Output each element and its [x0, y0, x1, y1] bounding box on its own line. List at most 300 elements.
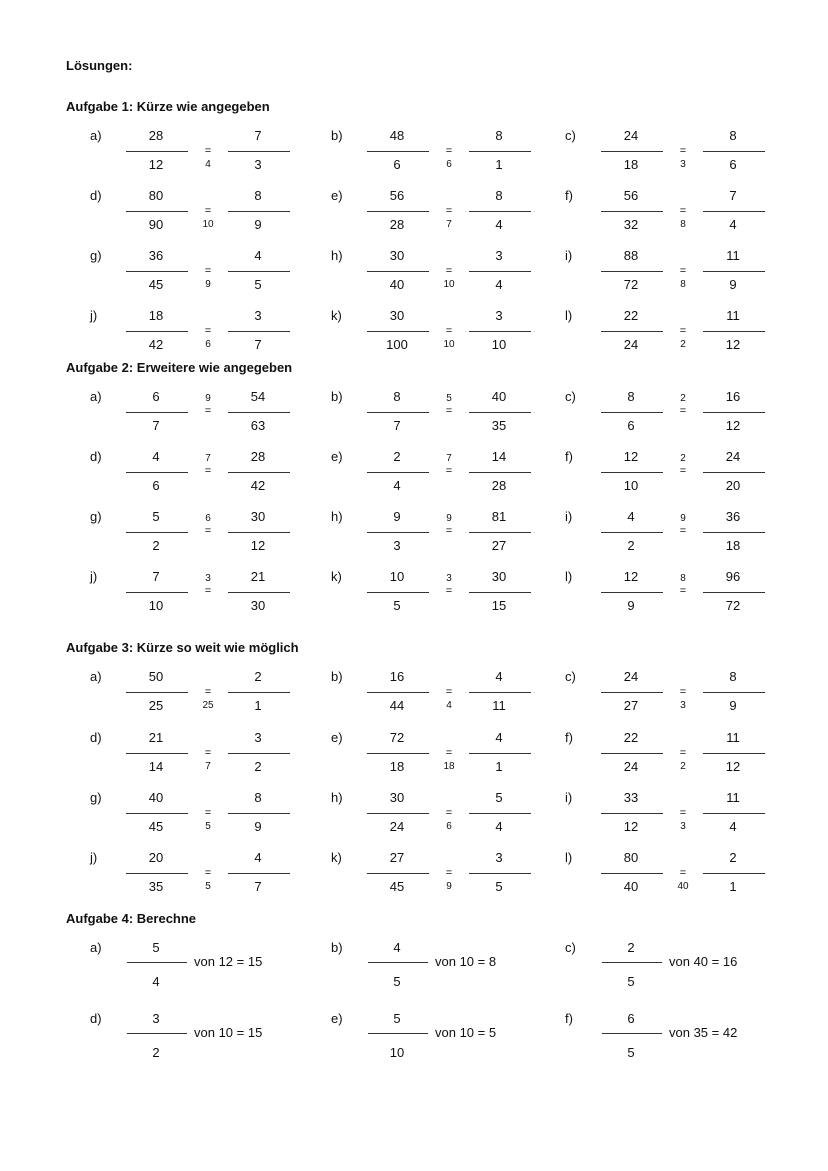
fraction-numerator: 11 — [726, 308, 740, 323]
fraction-numerator: 4 — [254, 248, 262, 263]
fraction-bar — [367, 873, 429, 874]
exercise-label: e) — [331, 449, 343, 464]
fraction-denominator: 12 — [725, 759, 741, 774]
exercise-label: j) — [90, 850, 98, 865]
factor-number: 7 — [205, 453, 211, 464]
fraction-bar — [601, 211, 663, 212]
factor-number: 6 — [205, 339, 211, 350]
fraction-bar — [601, 271, 663, 272]
factor-number: 10 — [202, 219, 214, 230]
fraction-bar — [126, 271, 188, 272]
fraction-numerator: 80 — [148, 188, 164, 203]
exercise-item — [90, 1011, 330, 1060]
fraction-denominator: 35 — [148, 879, 164, 894]
fraction-bar — [469, 873, 531, 874]
exercise-label: g) — [90, 509, 102, 524]
factor-number: 9 — [446, 513, 452, 524]
fraction-denominator: 28 — [389, 217, 405, 232]
exercise-label: c) — [565, 389, 576, 404]
exercise-label: i) — [565, 509, 573, 524]
fraction-denominator: 4 — [152, 974, 160, 989]
fraction-numerator: 88 — [623, 248, 639, 263]
equals-sign: = — [445, 325, 453, 337]
factor-number: 2 — [680, 339, 686, 350]
fraction-numerator: 2 — [254, 669, 262, 684]
fraction-numerator: 21 — [250, 569, 266, 584]
fraction-numerator: 40 — [491, 389, 507, 404]
exercise-item — [331, 389, 571, 433]
fraction-denominator: 5 — [495, 879, 503, 894]
exercise-item — [565, 569, 805, 613]
section-heading: Aufgabe 4: Berechne — [66, 911, 197, 926]
exercise-item — [565, 128, 805, 172]
exercise-item — [565, 730, 805, 774]
equals-sign: = — [445, 265, 453, 277]
fraction-numerator: 4 — [627, 509, 635, 524]
fraction-bar — [228, 873, 290, 874]
exercise-item — [331, 509, 571, 553]
equals-sign: = — [445, 145, 453, 157]
fraction-numerator: 96 — [725, 569, 741, 584]
exercise-item — [90, 188, 330, 232]
fraction-numerator: 6 — [152, 389, 160, 404]
factor-number: 2 — [680, 761, 686, 772]
exercise-label: j) — [90, 569, 98, 584]
fraction-denominator: 35 — [491, 418, 507, 433]
exercise-item — [90, 730, 330, 774]
fraction-denominator: 18 — [725, 538, 741, 553]
fraction-bar — [601, 151, 663, 152]
fraction-denominator: 4 — [729, 819, 737, 834]
fraction-numerator: 10 — [389, 569, 405, 584]
exercise-label: a) — [90, 128, 102, 143]
fraction-bar — [601, 532, 663, 533]
factor-number: 7 — [446, 219, 452, 230]
factor-number: 10 — [443, 279, 455, 290]
exercise-label: k) — [331, 850, 342, 865]
fraction-numerator: 5 — [152, 509, 160, 524]
factor-number: 7 — [205, 761, 211, 772]
factor-number: 8 — [680, 219, 686, 230]
exercise-item — [331, 569, 571, 613]
fraction-bar — [367, 211, 429, 212]
fraction-numerator: 12 — [623, 449, 639, 464]
fraction-denominator: 6 — [152, 478, 160, 493]
section-heading: Aufgabe 2: Erweitere wie angegeben — [66, 360, 293, 375]
fraction-bar — [126, 211, 188, 212]
equals-sign: = — [445, 686, 453, 698]
exercise-item — [565, 248, 805, 292]
fraction-bar — [127, 1033, 187, 1034]
exercise-label: a) — [90, 389, 102, 404]
equals-sign: = — [204, 686, 212, 698]
fraction-numerator: 8 — [495, 128, 503, 143]
fraction-bar — [469, 211, 531, 212]
fraction-numerator: 24 — [725, 449, 741, 464]
fraction-denominator: 4 — [495, 277, 503, 292]
exercise-item — [90, 669, 330, 713]
factor-number: 3 — [680, 700, 686, 711]
fraction-denominator: 1 — [729, 879, 737, 894]
fraction-numerator: 2 — [729, 850, 737, 865]
equals-sign: = — [445, 205, 453, 217]
section-heading: Aufgabe 1: Kürze wie angegeben — [66, 99, 270, 114]
fraction-denominator: 2 — [627, 538, 635, 553]
fraction-denominator: 5 — [627, 974, 635, 989]
fraction-numerator: 50 — [148, 669, 164, 684]
fraction-numerator: 22 — [623, 730, 639, 745]
fraction-numerator: 27 — [389, 850, 405, 865]
factor-number: 25 — [202, 700, 214, 711]
equals-sign: = — [679, 325, 687, 337]
fraction-numerator: 72 — [389, 730, 405, 745]
fraction-denominator: 2 — [152, 538, 160, 553]
exercise-item — [565, 449, 805, 493]
fraction-denominator: 72 — [623, 277, 639, 292]
fraction-numerator: 3 — [152, 1011, 160, 1026]
exercise-label: e) — [331, 1011, 343, 1026]
fraction-numerator: 24 — [623, 669, 639, 684]
section-heading: Aufgabe 3: Kürze so weit wie möglich — [66, 640, 299, 655]
fraction-denominator: 7 — [254, 337, 262, 352]
factor-number: 9 — [446, 881, 452, 892]
fraction-numerator: 21 — [148, 730, 164, 745]
exercise-item — [565, 790, 805, 834]
exercise-label: d) — [90, 449, 102, 464]
fraction-bar — [703, 151, 765, 152]
fraction-bar — [126, 753, 188, 754]
exercise-item — [90, 850, 330, 894]
fraction-bar — [703, 692, 765, 693]
fraction-numerator: 16 — [389, 669, 405, 684]
fraction-bar — [367, 692, 429, 693]
fraction-numerator: 3 — [495, 248, 503, 263]
fraction-denominator: 4 — [495, 819, 503, 834]
fraction-bar — [228, 271, 290, 272]
exercise-label: f) — [565, 188, 573, 203]
exercise-label: d) — [90, 188, 102, 203]
fraction-numerator: 11 — [726, 248, 740, 263]
fraction-denominator: 18 — [623, 157, 639, 172]
fraction-bar — [469, 753, 531, 754]
fraction-bar — [228, 532, 290, 533]
factor-number: 6 — [446, 821, 452, 832]
exercise-label: g) — [90, 790, 102, 805]
exercise-label: b) — [331, 940, 343, 955]
factor-number: 5 — [446, 393, 452, 404]
equals-sign: = — [679, 585, 687, 597]
fraction-bar — [368, 962, 428, 963]
of-result-text: von 10 = 15 — [194, 1025, 263, 1040]
exercise-label: f) — [565, 449, 573, 464]
equals-sign: = — [445, 807, 453, 819]
fraction-denominator: 90 — [148, 217, 164, 232]
exercise-item — [565, 850, 805, 894]
fraction-bar — [469, 151, 531, 152]
fraction-denominator: 2 — [152, 1045, 160, 1060]
fraction-denominator: 4 — [495, 217, 503, 232]
fraction-denominator: 1 — [254, 698, 262, 713]
factor-number: 6 — [205, 513, 211, 524]
factor-number: 9 — [680, 513, 686, 524]
fraction-denominator: 30 — [250, 598, 266, 613]
fraction-numerator: 40 — [148, 790, 164, 805]
fraction-numerator: 7 — [254, 128, 262, 143]
fraction-denominator: 5 — [393, 974, 401, 989]
fraction-bar — [126, 532, 188, 533]
fraction-bar — [367, 753, 429, 754]
fraction-numerator: 5 — [152, 940, 160, 955]
fraction-denominator: 40 — [389, 277, 405, 292]
exercise-label: g) — [90, 248, 102, 263]
fraction-denominator: 10 — [623, 478, 639, 493]
equals-sign: = — [204, 747, 212, 759]
fraction-numerator: 8 — [729, 128, 737, 143]
fraction-denominator: 10 — [389, 1045, 405, 1060]
factor-number: 4 — [205, 159, 211, 170]
exercise-label: c) — [565, 940, 576, 955]
fraction-bar — [703, 331, 765, 332]
fraction-numerator: 20 — [148, 850, 164, 865]
fraction-bar — [602, 962, 662, 963]
equals-sign: = — [204, 525, 212, 537]
fraction-bar — [469, 472, 531, 473]
fraction-denominator: 12 — [725, 418, 741, 433]
fraction-numerator: 6 — [627, 1011, 635, 1026]
equals-sign: = — [679, 145, 687, 157]
fraction-bar — [127, 962, 187, 963]
exercise-item — [565, 940, 805, 989]
equals-sign: = — [679, 265, 687, 277]
equals-sign: = — [679, 807, 687, 819]
fraction-bar — [703, 873, 765, 874]
fraction-denominator: 27 — [623, 698, 639, 713]
fraction-denominator: 4 — [729, 217, 737, 232]
fraction-bar — [469, 271, 531, 272]
fraction-numerator: 36 — [148, 248, 164, 263]
fraction-denominator: 27 — [491, 538, 507, 553]
fraction-denominator: 6 — [729, 157, 737, 172]
fraction-numerator: 81 — [491, 509, 507, 524]
fraction-numerator: 4 — [152, 449, 160, 464]
fraction-bar — [703, 813, 765, 814]
exercise-item — [565, 669, 805, 713]
fraction-denominator: 3 — [393, 538, 401, 553]
exercise-item — [331, 128, 571, 172]
fraction-denominator: 9 — [254, 819, 262, 834]
fraction-bar — [126, 151, 188, 152]
equals-sign: = — [445, 525, 453, 537]
fraction-denominator: 9 — [729, 698, 737, 713]
fraction-numerator: 7 — [152, 569, 160, 584]
fraction-bar — [228, 592, 290, 593]
fraction-bar — [703, 532, 765, 533]
fraction-numerator: 33 — [623, 790, 639, 805]
fraction-numerator: 80 — [623, 850, 639, 865]
fraction-numerator: 11 — [726, 730, 740, 745]
fraction-numerator: 54 — [250, 389, 266, 404]
fraction-denominator: 42 — [250, 478, 266, 493]
exercise-item — [331, 669, 571, 713]
of-result-text: von 35 = 42 — [669, 1025, 738, 1040]
factor-number: 4 — [446, 700, 452, 711]
fraction-denominator: 18 — [389, 759, 405, 774]
fraction-denominator: 1 — [495, 157, 503, 172]
factor-number: 18 — [443, 761, 455, 772]
fraction-denominator: 7 — [254, 879, 262, 894]
factor-number: 5 — [205, 821, 211, 832]
fraction-bar — [469, 412, 531, 413]
exercise-item — [90, 128, 330, 172]
equals-sign: = — [204, 585, 212, 597]
fraction-denominator: 24 — [623, 337, 639, 352]
fraction-numerator: 5 — [393, 1011, 401, 1026]
fraction-bar — [126, 592, 188, 593]
factor-number: 6 — [446, 159, 452, 170]
fraction-denominator: 10 — [148, 598, 164, 613]
fraction-numerator: 4 — [495, 730, 503, 745]
fraction-numerator: 3 — [495, 308, 503, 323]
fraction-denominator: 12 — [623, 819, 639, 834]
fraction-bar — [601, 813, 663, 814]
fraction-bar — [228, 472, 290, 473]
fraction-bar — [601, 692, 663, 693]
fraction-bar — [228, 151, 290, 152]
fraction-numerator: 8 — [495, 188, 503, 203]
fraction-denominator: 5 — [254, 277, 262, 292]
of-result-text: von 10 = 5 — [435, 1025, 497, 1040]
fraction-denominator: 28 — [491, 478, 507, 493]
fraction-numerator: 8 — [729, 669, 737, 684]
equals-sign: = — [445, 585, 453, 597]
exercise-label: f) — [565, 1011, 573, 1026]
equals-sign: = — [204, 145, 212, 157]
fraction-numerator: 5 — [495, 790, 503, 805]
factor-number: 8 — [680, 573, 686, 584]
exercise-label: d) — [90, 1011, 102, 1026]
fraction-bar — [126, 331, 188, 332]
fraction-numerator: 11 — [726, 790, 740, 805]
factor-number: 3 — [680, 821, 686, 832]
exercise-item — [331, 940, 571, 989]
fraction-bar — [228, 331, 290, 332]
exercise-label: e) — [331, 730, 343, 745]
exercise-label: c) — [565, 128, 576, 143]
equals-sign: = — [679, 205, 687, 217]
exercise-label: b) — [331, 389, 343, 404]
fraction-bar — [703, 271, 765, 272]
fraction-bar — [703, 753, 765, 754]
exercise-label: e) — [331, 188, 343, 203]
fraction-numerator: 14 — [491, 449, 507, 464]
exercise-item — [90, 790, 330, 834]
fraction-bar — [228, 813, 290, 814]
exercise-label: b) — [331, 669, 343, 684]
fraction-bar — [367, 412, 429, 413]
fraction-bar — [601, 873, 663, 874]
fraction-bar — [367, 472, 429, 473]
exercise-item — [565, 308, 805, 352]
equals-sign: = — [679, 747, 687, 759]
fraction-denominator: 4 — [393, 478, 401, 493]
fraction-bar — [601, 412, 663, 413]
exercise-item — [331, 1011, 571, 1060]
of-result-text: von 40 = 16 — [669, 954, 738, 969]
fraction-numerator: 8 — [393, 389, 401, 404]
exercise-label: h) — [331, 509, 343, 524]
exercise-label: k) — [331, 308, 342, 323]
fraction-numerator: 2 — [627, 940, 635, 955]
exercise-label: f) — [565, 730, 573, 745]
equals-sign: = — [445, 465, 453, 477]
fraction-numerator: 30 — [491, 569, 507, 584]
factor-number: 5 — [205, 881, 211, 892]
fraction-denominator: 72 — [725, 598, 741, 613]
fraction-bar — [469, 532, 531, 533]
exercise-item — [565, 188, 805, 232]
fraction-numerator: 56 — [389, 188, 405, 203]
fraction-bar — [469, 592, 531, 593]
fraction-numerator: 7 — [729, 188, 737, 203]
equals-sign: = — [679, 686, 687, 698]
exercise-label: b) — [331, 128, 343, 143]
exercise-label: d) — [90, 730, 102, 745]
factor-number: 2 — [680, 453, 686, 464]
fraction-denominator: 14 — [148, 759, 164, 774]
exercise-item — [90, 389, 330, 433]
fraction-numerator: 3 — [254, 308, 262, 323]
fraction-denominator: 2 — [254, 759, 262, 774]
factor-number: 9 — [205, 393, 211, 404]
exercise-item — [331, 248, 571, 292]
equals-sign: = — [679, 465, 687, 477]
exercise-item — [565, 389, 805, 433]
fraction-denominator: 6 — [393, 157, 401, 172]
exercise-item — [331, 308, 571, 352]
equals-sign: = — [204, 265, 212, 277]
factor-number: 3 — [446, 573, 452, 584]
exercise-item — [90, 248, 330, 292]
fraction-denominator: 12 — [148, 157, 164, 172]
fraction-bar — [367, 151, 429, 152]
fraction-bar — [126, 692, 188, 693]
fraction-bar — [126, 472, 188, 473]
exercise-item — [331, 790, 571, 834]
fraction-numerator: 4 — [393, 940, 401, 955]
equals-sign: = — [204, 465, 212, 477]
fraction-bar — [602, 1033, 662, 1034]
fraction-denominator: 9 — [254, 217, 262, 232]
exercise-item — [90, 509, 330, 553]
fraction-numerator: 30 — [389, 308, 405, 323]
exercise-item — [331, 449, 571, 493]
fraction-denominator: 24 — [623, 759, 639, 774]
fraction-bar — [367, 271, 429, 272]
fraction-numerator: 28 — [148, 128, 164, 143]
factor-number: 9 — [205, 279, 211, 290]
fraction-denominator: 3 — [254, 157, 262, 172]
fraction-bar — [126, 813, 188, 814]
fraction-numerator: 4 — [254, 850, 262, 865]
exercise-label: l) — [565, 850, 573, 865]
exercise-item — [90, 308, 330, 352]
fraction-denominator: 7 — [393, 418, 401, 433]
fraction-denominator: 9 — [729, 277, 737, 292]
factor-number: 7 — [446, 453, 452, 464]
fraction-denominator: 12 — [250, 538, 266, 553]
fraction-denominator: 7 — [152, 418, 160, 433]
exercise-label: h) — [331, 248, 343, 263]
